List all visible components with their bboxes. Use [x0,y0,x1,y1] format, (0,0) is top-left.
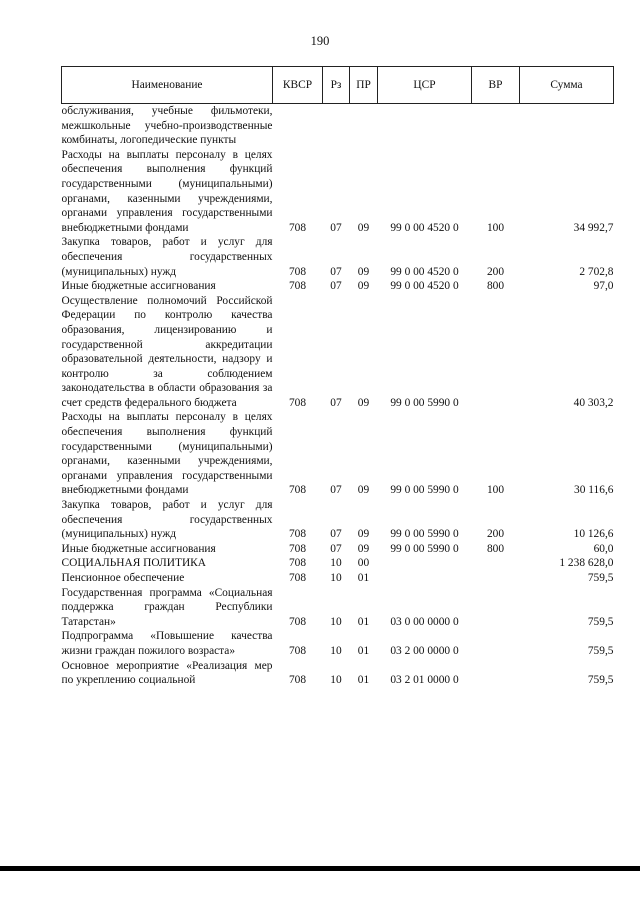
cell-sum: 97,0 [593,280,614,293]
page-number: 190 [310,34,330,48]
cell-sum: 2 702,8 [579,265,614,278]
cell-rz: 07 [330,484,342,497]
table-row [62,498,614,542]
cell-pr: 09 [357,221,370,234]
cell-vr [472,556,520,571]
table-row [62,410,614,498]
cell-name: Расходы на выплаты персоналу в целях обеспечения выполнения функций государственными (муниципальными) органами, казенными учреждениями, органами управления государственными внебюджетными фондами [61,411,273,497]
table-row [62,629,614,658]
cell-pr: 09 [357,528,370,541]
cell-rz: 07 [330,542,342,555]
cell-pr: 09 [357,396,370,409]
cell-sum: 1 238 628,0 [559,557,614,570]
cell-sum: 60,0 [593,542,614,555]
cell-name: Закупка товаров, работ и услуг для обеспечения государственных (муниципальных) нужд [61,499,273,541]
cell-pr: 01 [357,674,370,687]
header-rz: Рз [323,67,350,104]
cell-csr: 99 0 00 4520 0 [390,280,459,293]
cell-kvsr: 708 [288,265,307,278]
cell-kvsr: 708 [288,674,307,687]
cell-kvsr: 708 [288,221,307,234]
cell-sum [520,104,614,148]
table-header [62,67,614,104]
cell-rz: 10 [330,644,342,657]
header-kvsr: КВСР [273,67,323,104]
cell-pr: 09 [357,280,370,293]
cell-name: СОЦИАЛЬНАЯ ПОЛИТИКА [61,557,207,570]
cell-kvsr: 708 [288,396,307,409]
header-pr: ПР [350,67,378,104]
table-row [62,659,614,688]
cell-vr [472,586,520,630]
cell-pr: 01 [357,644,370,657]
cell-vr [472,571,520,586]
cell-csr: 99 0 00 5990 0 [390,542,459,555]
cell-csr: 99 0 00 5990 0 [390,528,459,541]
cell-vr: 200 [486,265,505,278]
cell-csr: 03 0 00 0000 0 [390,615,459,628]
table-row [62,148,614,236]
cell-name: Иные бюджетные ассигнования [61,280,216,293]
cell-kvsr: 708 [288,644,307,657]
cell-sum: 40 303,2 [573,396,614,409]
cell-pr: 09 [357,542,370,555]
cell-rz: 10 [330,615,342,628]
cell-sum: 30 116,6 [574,484,614,497]
cell-rz [323,104,350,148]
cell-vr [472,629,520,658]
cell-csr: 03 2 00 0000 0 [390,644,459,657]
cell-pr: 09 [357,265,370,278]
cell-pr: 00 [357,557,370,570]
cell-vr: 200 [486,528,505,541]
cell-rz: 07 [330,280,342,293]
cell-kvsr [273,104,323,148]
cell-kvsr: 708 [288,557,307,570]
cell-sum: 759,5 [587,615,614,628]
cell-sum: 10 126,6 [573,528,614,541]
cell-name: Расходы на выплаты персоналу в целях обеспечения выполнения функций государственными (муниципальными) органами, казенными учреждениями, органами управления государственными внебюджетными фондами [61,148,273,234]
table-row [62,571,614,586]
cell-name: Государственная программа «Социальная поддержка граждан Республики Татарстан» [61,586,273,628]
cell-rz: 10 [330,557,342,570]
cell-csr: 99 0 00 4520 0 [390,265,459,278]
scan-edge-bar [0,866,640,871]
table-body [62,104,614,688]
cell-csr: 03 2 01 0000 0 [390,674,459,687]
cell-pr [350,104,378,148]
cell-vr: 100 [486,221,505,234]
header-vr: ВР [472,67,520,104]
cell-sum: 759,5 [587,572,614,584]
cell-name: Подпрограмма «Повышение качества жизни граждан пожилого возраста» [61,630,273,657]
header-csr: ЦСР [378,67,472,104]
cell-kvsr: 708 [288,528,307,541]
table-row [62,294,614,411]
cell-kvsr: 708 [288,484,307,497]
cell-vr [472,294,520,411]
cell-csr [378,571,472,586]
cell-name: Осуществление полномочий Российской Федерации по контролю качества образования, лицензированию и государственной аккредитации образовательной деятельности, надзору и контролю за соблюдением законодательства в области образования за счет средств федерального бюджета [61,294,273,409]
cell-pr: 09 [357,484,370,497]
cell-rz: 10 [330,674,342,687]
cell-vr: 800 [486,280,505,293]
cell-rz: 07 [330,528,342,541]
cell-rz: 07 [330,221,342,234]
cell-name: Иные бюджетные ассигнования [61,542,216,555]
cell-csr [378,104,472,148]
cell-vr: 100 [486,484,505,497]
cell-sum: 759,5 [587,644,614,657]
cell-vr: 800 [486,542,505,555]
cell-csr: 99 0 00 5990 0 [390,484,459,497]
cell-kvsr: 708 [288,280,307,293]
cell-name: Основное мероприятие «Реализация мер по укреплению социальной [61,659,273,687]
header-sum: Сумма [520,67,614,104]
cell-name: обслуживания, учебные фильмотеки, межшкольные учебно-производственные комбинаты, логопедические пункты [61,105,273,147]
cell-vr [472,104,520,148]
cell-pr: 01 [357,615,370,628]
table-row [62,104,614,148]
cell-csr [378,556,472,571]
budget-table [61,66,614,688]
cell-kvsr: 708 [288,572,307,584]
cell-rz: 07 [330,265,342,278]
table-row [62,279,614,294]
cell-kvsr: 708 [288,542,307,555]
cell-csr: 99 0 00 4520 0 [390,221,459,234]
cell-kvsr: 708 [288,615,307,628]
cell-vr [472,659,520,688]
header-name: Наименование [62,67,273,104]
cell-rz: 10 [330,572,342,584]
table-row [62,556,614,571]
cell-sum: 759,5 [587,674,614,687]
cell-pr: 01 [357,572,370,584]
cell-csr: 99 0 00 5990 0 [390,396,459,409]
cell-sum: 34 992,7 [573,221,614,234]
table-row [62,586,614,630]
table-row [62,235,614,279]
table-row [62,542,614,557]
cell-name: Закупка товаров, работ и услуг для обеспечения государственных (муниципальных) нужд [61,236,273,278]
cell-name: Пенсионное обеспечение [61,572,185,584]
cell-rz: 07 [330,396,342,409]
